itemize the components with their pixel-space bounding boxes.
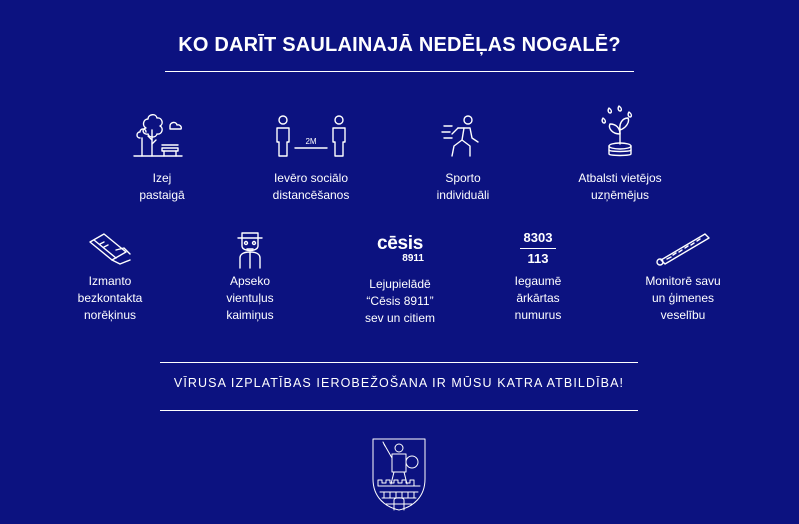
support-label-line-1: Atbalsti vietējos [578,171,662,185]
distance-label-line-1: Ievēro sociālo [273,171,349,185]
numbers-label [488,273,588,324]
slogan-text: VĪRUSA IZPLATĪBAS IEROBEŽOŠANA IR MŪSU KATRA ATBILDĪBA! [173,376,625,390]
growing-plant-coins-icon [595,104,645,160]
cesis-8911-logo [370,234,430,270]
item-app [345,234,455,327]
item-distance [252,112,370,204]
neighbours-label-line-3: kaimiņus [226,308,274,322]
neighbour-person-icon [232,230,268,270]
item-walk [112,112,212,204]
contactless-card-icon [86,232,134,268]
item-numbers [488,230,588,324]
numbers-label-line-2: ārkārtas [516,291,560,305]
health-label-line-1: Monitorē savu [645,274,721,288]
emergency-numbers-icon [518,230,558,270]
health-label-line-3: veselību [660,308,706,322]
support-label [560,170,680,204]
app-label-line-2: “Cēsis 8911” [366,294,434,308]
social-distance-icon [271,112,351,160]
item-health [628,230,738,324]
neighbours-label [200,273,300,324]
sport-label-line-2: individuāli [436,188,490,202]
running-person-icon [438,112,488,160]
walk-label-line-2: pastaigā [139,188,185,202]
sport-label-line-1: Sporto [445,171,481,185]
contactless-label-line-3: norēķinus [83,308,137,322]
distance-text: 2M [305,137,317,146]
neighbours-label-line-1: Apseko [229,274,271,288]
support-label-line-2: uzņēmējus [590,188,650,202]
contactless-label [60,273,160,324]
item-support [560,104,680,204]
logo-sub-text: 8911 [402,253,424,264]
slogan-top-rule [160,362,638,363]
number-divider [520,248,556,249]
walk-label [112,170,212,204]
numbers-label-line-3: numurus [514,308,562,322]
neighbours-label-line-2: vientuļus [226,291,274,305]
contactless-label-line-1: Izmanto [88,274,132,288]
page-title: KO DARĪT SAULAINAJĀ NEDĒĻAS NOGALĒ? [178,34,621,56]
cesis-coat-of-arms-icon [370,436,428,512]
distance-label-line-2: distancēšanos [272,188,350,202]
item-contactless [60,232,160,324]
distance-label [252,170,370,204]
app-label-line-1: Lejupielādē [369,277,431,291]
title-underline [165,71,634,72]
thermometer-icon [651,230,715,268]
health-label-line-2: un ģimenes [651,291,715,305]
item-neighbours [200,230,300,324]
number-top: 8303 [523,230,553,245]
numbers-label-line-1: Iegaumē [514,274,562,288]
park-walk-icon [132,112,192,160]
app-label [345,276,455,327]
sport-label [413,170,513,204]
logo-main-text: cēsis [376,233,424,254]
app-label-line-3: sev un citiem [364,311,436,325]
contactless-label-line-2: bezkontakta [77,291,143,305]
health-label [628,273,738,324]
walk-label-line-1: Izej [152,171,172,185]
item-sport [413,112,513,204]
number-bottom: 113 [527,251,549,266]
slogan-bottom-rule [160,410,638,411]
